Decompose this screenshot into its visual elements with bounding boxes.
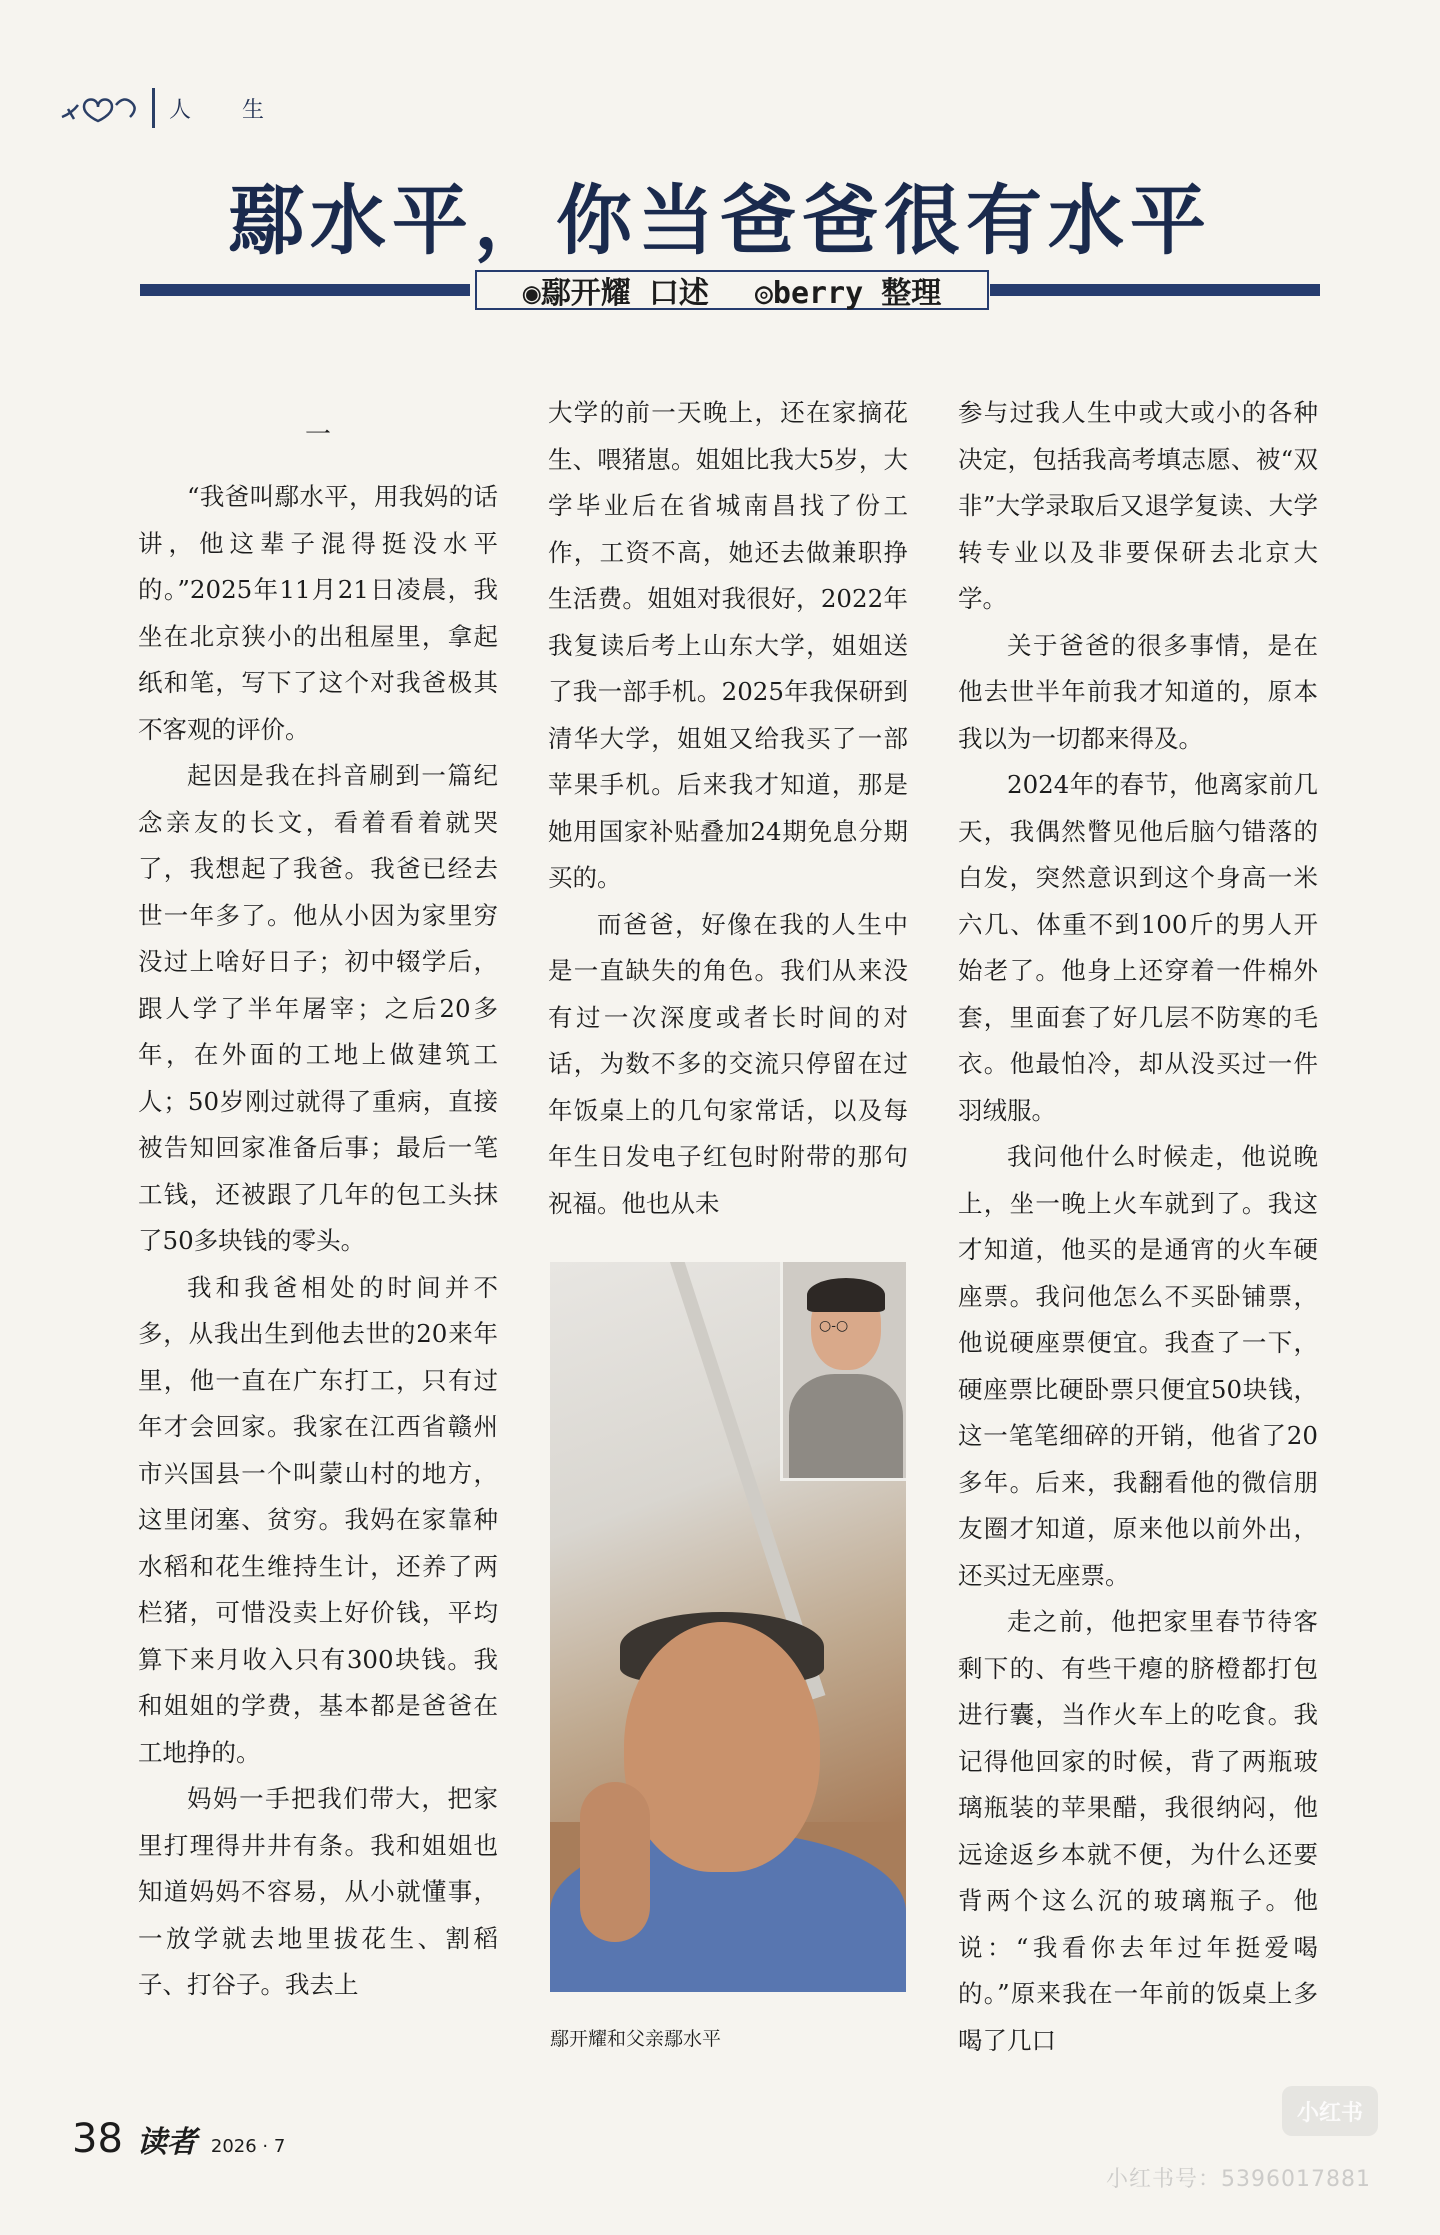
magazine-logo-icon xyxy=(58,91,142,125)
paragraph: 我问他什么时候走，他说晚上，坐一晚上火车就到了。我这才知道，他买的是通宵的火车硬座票。我问他怎么不买卧铺票，他说硬座票便宜。我查了一下，硬座票比硬卧票只便宜50块钱，这一笔笔细碎的开销，他省了20多年。后来，我翻看他的微信朋友圈才知道，原来他以前外出，还买过无座票。 xyxy=(958,1142,1318,1590)
text-column-2 xyxy=(548,390,908,1227)
paragraph: 走之前，他把家里春节待客剩下的、有些干瘪的脐橙都打包进行囊，当作火车上的吃食。我记得他回家的时候，背了两瓶玻璃瓶装的苹果醋，我很纳闷，他远途返乡本就不便，为什么还要背两个这么沉的玻璃瓶子。他说：“我看你去年过年挺爱喝的。”原来我在一年前的饭桌上多喝了几口 xyxy=(958,1607,1318,2055)
paragraph: 妈妈一手把我们带大，把家里打理得井井有条。我和姐姐也知道妈妈不容易，从小就懂事，一放学就去地里拔花生、割稻子、打谷子。我去上 xyxy=(138,1784,498,1999)
page-footer xyxy=(72,2116,285,2162)
paragraph: 起因是我在抖音刷到一篇纪念亲友的长文，看着看着就哭了，我想起了我爸。我爸已经去世一年多了。他从小因为家里穷没过上啥好日子；初中辍学后，跟人学了半年屠宰；之后20多年，在外面的工地上做建筑工人；50岁刚过就得了重病，直接被告知回家准备后事；最后一笔工钱，还被跟了几年的包工头抹了50多块钱的零头。 xyxy=(138,761,498,1255)
issue-number: 2026 · 7 xyxy=(210,2136,286,2157)
paragraph: 大学的前一天晚上，还在家摘花生、喂猪崽。姐姐比我大5岁，大学毕业后在省城南昌找了份工作，工资不高，她还去做兼职挣生活费。姐姐对我很好，2022年我复读后考上山东大学，姐姐送了我一部手机。2025年我保研到清华大学，姐姐又给我买了一部苹果手机。后来我才知道，那是她用国家补贴叠加24期免息分期买的。 xyxy=(548,398,908,892)
watermark-logo: 小红书 xyxy=(1282,2086,1378,2136)
photo-father-face xyxy=(624,1622,820,1872)
article-photo xyxy=(550,1262,906,1992)
paragraph: “我爸叫鄢水平，用我妈的话讲，他这辈子混得挺没水平的。”2025年11月21日凌晨，我坐在北京狭小的出租屋里，拿起纸和笔，写下了这个对我爸极其不客观的评价。 xyxy=(138,482,498,744)
byline-bar xyxy=(140,270,1320,311)
magazine-name: 读者 xyxy=(136,2125,197,2160)
paragraph: 2024年的春节，他离家前几天，我偶然瞥见他后脑勺错落的白发，突然意识到这个身高一米六几、体重不到100斤的男人开始老了。他身上还穿着一件棉外套，里面套了好几层不防寒的毛衣。他最怕冷，却从没买过一件羽绒服。 xyxy=(958,770,1318,1125)
header-divider xyxy=(152,88,155,128)
page-number: 38 xyxy=(72,2116,123,2162)
byline-narrator: ◉鄢开耀 口述 xyxy=(522,276,709,311)
text-column-1 xyxy=(138,390,498,2009)
byline-rule-right xyxy=(990,284,1320,296)
section-label: 人 生 xyxy=(169,97,286,123)
byline-editor: ◎berry 整理 xyxy=(754,276,942,311)
watermark-id: 小红书号：5396017881 xyxy=(1106,2167,1371,2192)
inset-glasses-icon: ○-○ xyxy=(819,1318,849,1334)
byline-box xyxy=(475,270,989,310)
paragraph: 而爸爸，好像在我的人生中是一直缺失的角色。我们从来没有过一次深度或者长时间的对话，为数不多的交流只停留在过年饭桌上的几句家常话，以及每年生日发电子红包时附带的那句祝福。他也从未 xyxy=(548,909,908,1218)
article-title: 鄢水平，你当爸爸很有水平 xyxy=(228,176,1212,265)
photo-video-call-inset xyxy=(780,1262,906,1481)
paragraph: 我和我爸相处的时间并不多，从我出生到他去世的20来年里，他一直在广东打工，只有过年才会回家。我家在江西省赣州市兴国县一个叫蒙山村的地方，这里闭塞、贫穷。我妈在家靠种水稻和花生维持生计，还养了两栏猪，可惜没卖上好价钱，平均算下来月收入只有300块钱。我和姐姐的学费，基本都是爸爸在工地挣的。 xyxy=(138,1272,498,1767)
photo-caption: 鄢开耀和父亲鄢水平 xyxy=(550,2028,722,2050)
section-header xyxy=(58,84,286,132)
inset-son-hair xyxy=(807,1278,885,1312)
text-column-3 xyxy=(958,390,1318,2064)
paragraph: 参与过我人生中或大或小的各种决定，包括我高考填志愿、被“双非”大学录取后又退学复读、大学转专业以及非要保研去北京大学。 xyxy=(958,398,1318,613)
section-number: 一 xyxy=(304,420,331,450)
byline-rule-left xyxy=(140,284,470,296)
paragraph: 关于爸爸的很多事情，是在他去世半年前我才知道的，原本我以为一切都来得及。 xyxy=(958,630,1318,753)
photo-father-hand xyxy=(580,1782,650,1942)
inset-son-body xyxy=(789,1374,903,1478)
